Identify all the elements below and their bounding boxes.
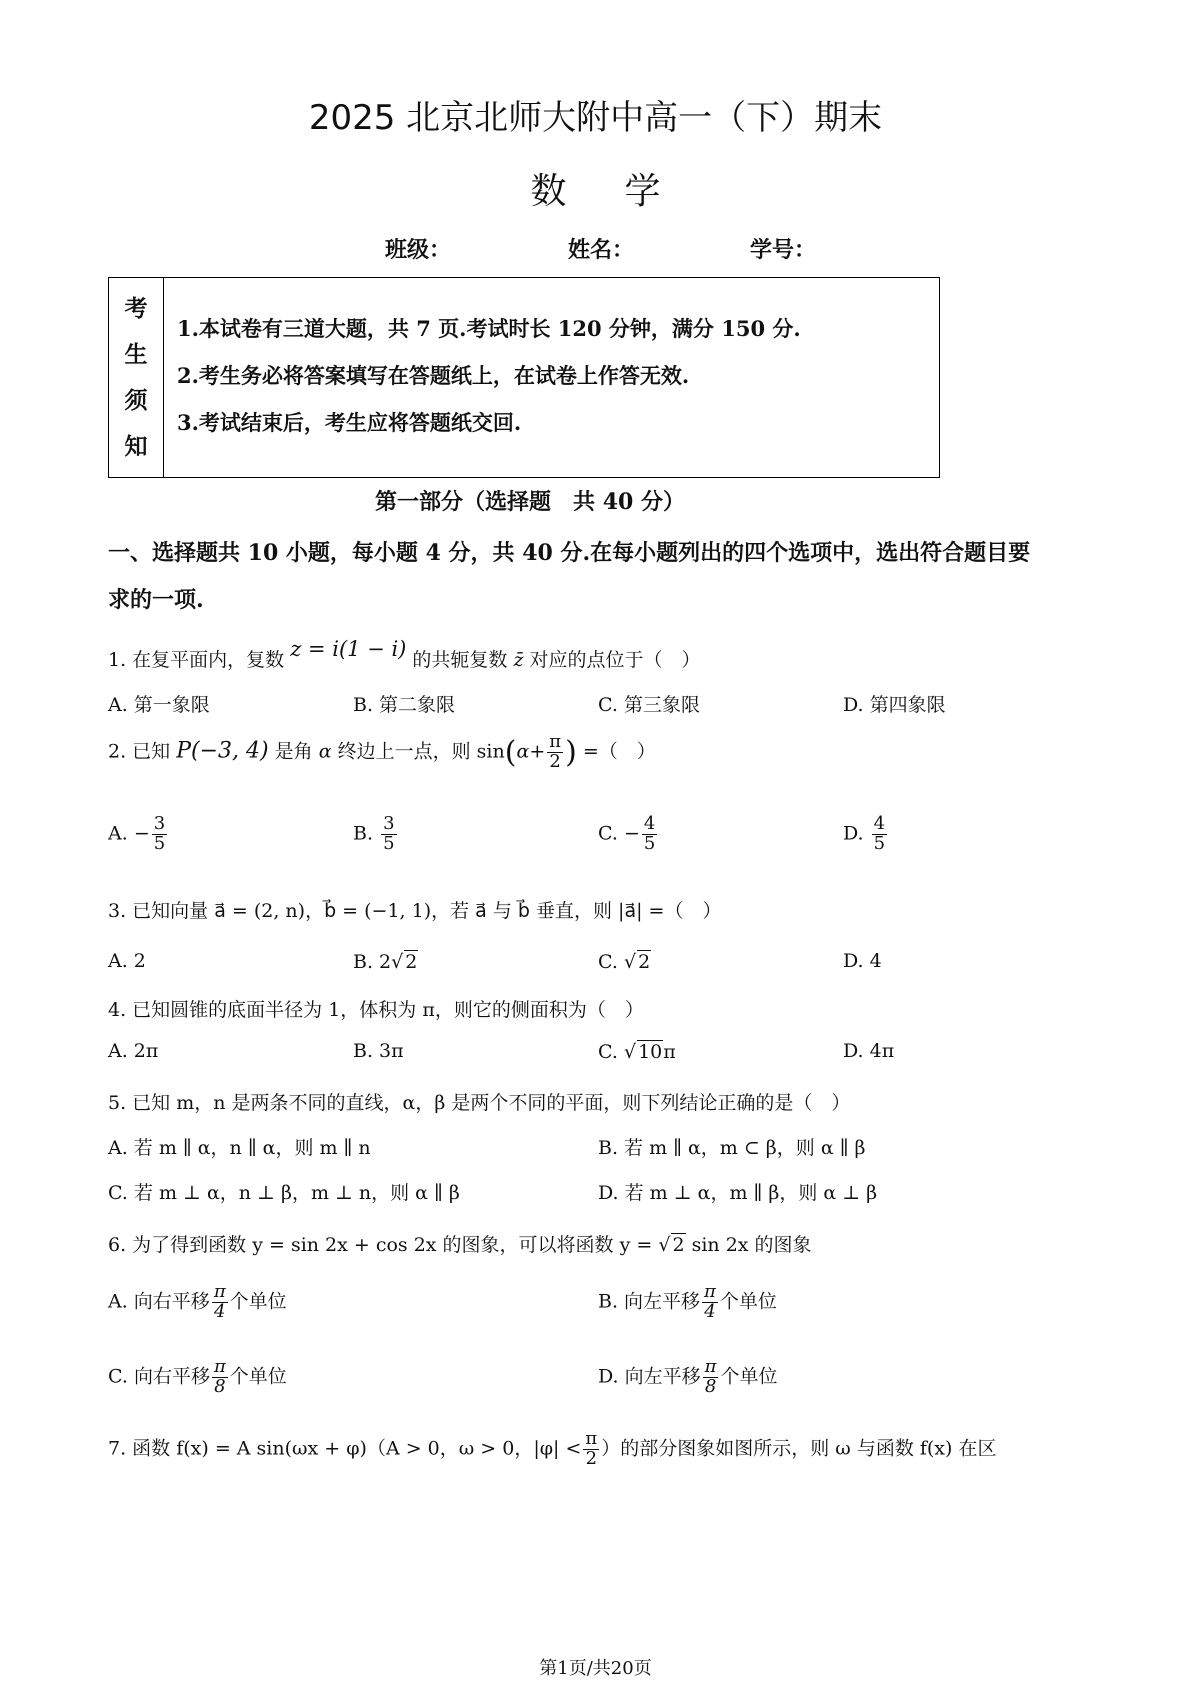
q6-option-a[interactable]: A. 向右平移 $\frac{\pi}{4}$ 个单位 bbox=[108, 1281, 287, 1322]
q4-option-a[interactable]: A. 2π bbox=[108, 1040, 159, 1062]
q3-option-b[interactable]: B. 2√ 2 bbox=[353, 951, 418, 973]
q3-option-a[interactable]: A. 2 bbox=[108, 950, 146, 972]
candidate-notice-box bbox=[108, 277, 940, 478]
question-4: 4. 已知圆锥的底面半径为 1，体积为 π，则它的侧面积为（ ） bbox=[108, 999, 644, 1021]
question-1: 1. 在复平面内，复数 z = i(1 − i) 的共轭复数 z̄ 对应的点位于（ ） bbox=[108, 637, 701, 671]
name-label: 姓名： bbox=[568, 238, 635, 263]
notice-char: 生 bbox=[124, 342, 148, 368]
q2-option-d[interactable]: D. $\frac{4}{5}$ bbox=[843, 813, 886, 854]
q5-option-a[interactable]: A. 若 m ∥ α，n ∥ α，则 m ∥ n bbox=[108, 1137, 371, 1159]
page-number: 第1页/共20页 bbox=[539, 1658, 652, 1679]
notice-line: 2.考生务必将答案填写在答题纸上，在试卷上作答无效. bbox=[177, 363, 690, 388]
q4-option-d[interactable]: D. 4π bbox=[843, 1040, 895, 1062]
notice-char: 知 bbox=[124, 434, 148, 460]
student-id-label: 学号： bbox=[750, 238, 817, 263]
q3-option-c[interactable]: C. √ 2 bbox=[598, 951, 651, 973]
notice-char: 须 bbox=[124, 388, 148, 414]
notice-line: 1.本试卷有三道大题，共 7 页.考试时长 120 分钟，满分 150 分. bbox=[177, 316, 801, 341]
class-label: 班级： bbox=[385, 238, 452, 263]
q2-option-b[interactable]: B. $\frac{3}{5}$ bbox=[353, 813, 395, 854]
question-3: 3. 已知向量 a⃗ = (2, n)，b⃗ = (−1, 1)，若 a⃗ 与 b⃗ 垂直，则 |a⃗| =（ ） bbox=[108, 900, 722, 922]
question-5: 5. 已知 m，n 是两条不同的直线，α，β 是两个不同的平面，则下列结论正确的是（ ） bbox=[108, 1092, 851, 1114]
q2-option-a[interactable]: A. − $\frac{3}{5}$ bbox=[108, 813, 166, 854]
q5-option-c[interactable]: C. 若 m ⊥ α，n ⊥ β，m ⊥ n，则 α ∥ β bbox=[108, 1182, 460, 1204]
section-instructions-cont: 求的一项. bbox=[108, 587, 204, 613]
q4-option-b[interactable]: B. 3π bbox=[353, 1040, 404, 1062]
q6-option-d[interactable]: D. 向左平移 $\frac{\pi}{8}$ 个单位 bbox=[598, 1356, 778, 1397]
section-instructions: 一、选择题共 10 小题，每小题 4 分，共 40 分.在每小题列出的四个选项中，选出符合题目要 bbox=[108, 540, 1031, 566]
q4-option-c[interactable]: C. √ 10π bbox=[598, 1041, 676, 1063]
q1-conj: z̄ bbox=[513, 649, 524, 671]
notice-line: 3.考试结束后，考生应将答题纸交回. bbox=[177, 410, 522, 435]
q1-option-c[interactable]: C. 第三象限 bbox=[598, 694, 700, 716]
question-2: 2. 已知 P(−3, 4) 是角 α 终边上一点，则 sin(α+ $\frac{\pi}{2}$ ) =（ ） bbox=[108, 731, 656, 772]
q1-expr: z = i(1 − i) bbox=[290, 637, 407, 661]
notice-char: 考 bbox=[124, 296, 148, 322]
question-7: 7. 函数 f(x) = A sin(ωx + φ)（A > 0，ω > 0，|φ| < $\frac{\pi}{2}$ ）的部分图象如图所示，则 ω 与函数 f(x) 在区 bbox=[108, 1428, 997, 1469]
part-one-title: 第一部分（选择题 共 40 分） bbox=[375, 489, 685, 515]
q5-option-d[interactable]: D. 若 m ⊥ α，m ∥ β，则 α ⊥ β bbox=[598, 1182, 878, 1204]
q6-option-c[interactable]: C. 向右平移 $\frac{\pi}{8}$ 个单位 bbox=[108, 1356, 287, 1397]
subject-title: 数学 bbox=[530, 171, 719, 212]
question-6: 6. 为了得到函数 y = sin 2x + cos 2x 的图象，可以将函数 y = √ 2 sin 2x 的图象 bbox=[108, 1234, 812, 1256]
q1-option-b[interactable]: B. 第二象限 bbox=[353, 694, 456, 716]
q1-option-a[interactable]: A. 第一象限 bbox=[108, 694, 210, 716]
q6-option-b[interactable]: B. 向左平移 $\frac{\pi}{4}$ 个单位 bbox=[598, 1281, 777, 1322]
q2-fraction: $\frac{\pi}{2}$ bbox=[549, 731, 562, 772]
q3-option-d[interactable]: D. 4 bbox=[843, 950, 882, 972]
exam-title: 2025 北京北师大附中高一（下）期末 bbox=[308, 98, 883, 138]
q1-option-d[interactable]: D. 第四象限 bbox=[843, 694, 946, 716]
q2-option-c[interactable]: C. − $\frac{4}{5}$ bbox=[598, 813, 656, 854]
notice-side-label bbox=[109, 278, 164, 477]
q5-option-b[interactable]: B. 若 m ∥ α，m ⊂ β，则 α ∥ β bbox=[598, 1137, 866, 1159]
